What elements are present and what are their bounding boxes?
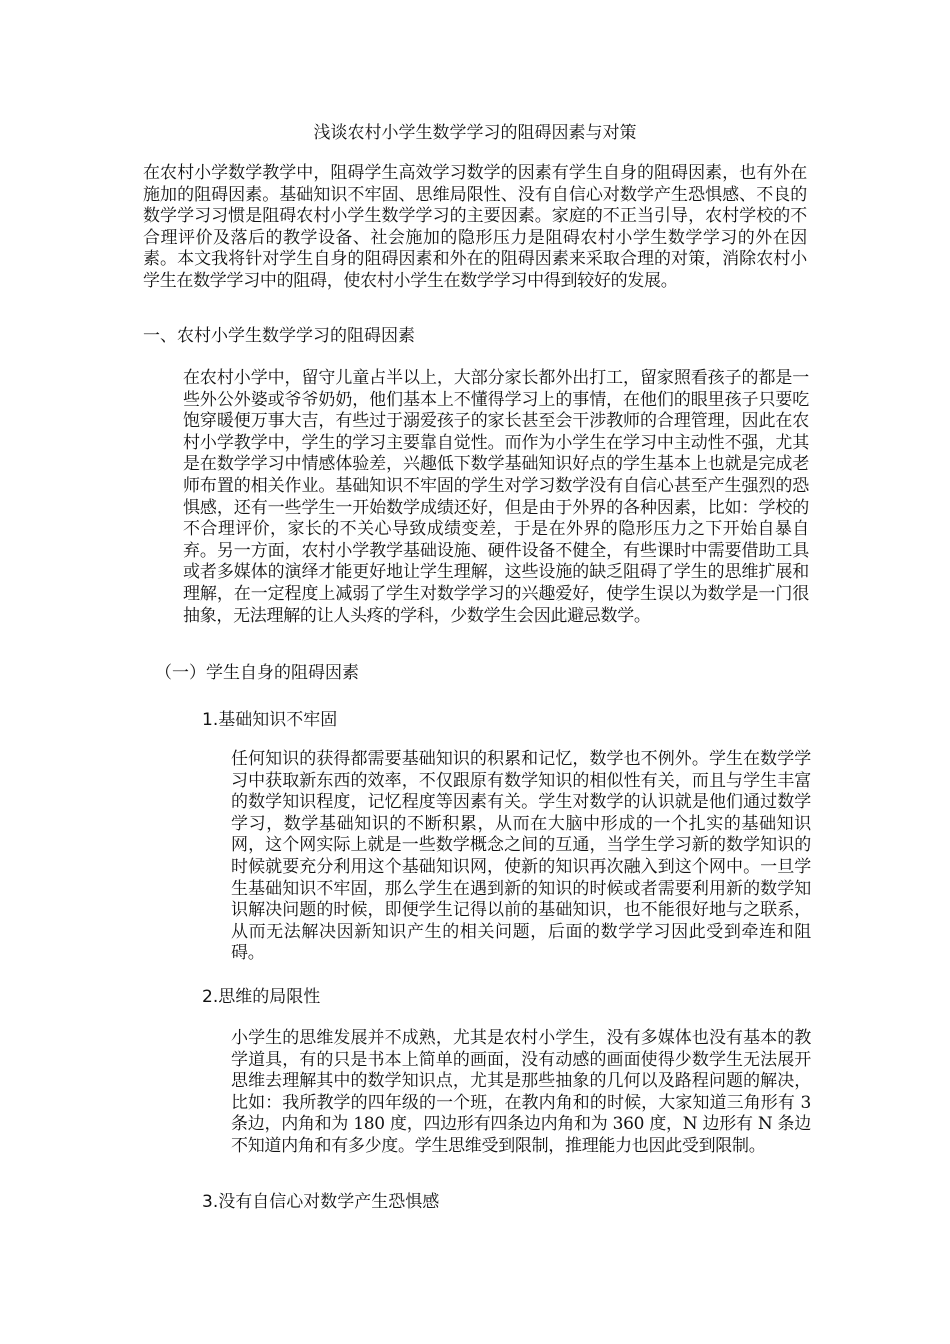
section-body-obstacles: 在农村小学中，留守儿童占半以上，大部分家长都外出打工，留家照看孩子的都是一些外公外婆或爷爷奶奶，他们基本上不懂得学习上的事情，在他们的眼里孩子只要吃饱穿暖便万事大吉，有些过于溺爱孩子的家长甚至会干涉教师的合理管理，因此在农村小学教学中，学生的学习主要靠自觉性。而作为小学生在学习中主动性不强，尤其是在数学学习中情感体验差，兴趣低下数学基础知识好点的学生基本上也就是完成老师布置的相关作业。基础知识不牢固的学生对学习数学没有自信心甚至产生强烈的恐惧感，还有一些学生一开始数学成绩还好，但是由于外界的各种因素，比如：学校的不合理评价，家长的不关心导致成绩变差，于是在外界的隐形压力之下开始自暴自弃。另一方面，农村小学教学基础设施、硬件设备不健全，有些课时中需要借助工具或者多媒体的演绎才能更好地让学生理解，这些设施的缺乏阻碍了学生的思维扩展和理解，在一定程度上减弱了学生对数学学习的兴趣爱好，使学生误以为数学是一门很抽象，无法理解的让人头疼的学科，少数学生会因此避忌数学。 <box>183 368 809 626</box>
intro-paragraph: 在农村小学数学教学中，阻碍学生高效学习数学的因素有学生自身的阻碍因素，也有外在施加的阻碍因素。基础知识不牢固、思维局限性、没有自信心对数学产生恐惧感、不良的数学学习习惯是阻碍农村小学生数学学习的主要因素。家庭的不正当引导，农村学校的不合理评价及落后的教学设备、社会施加的隐形压力是阻碍农村小学生数学学习的外在因素。本文我将针对学生自身的阻碍因素和外在的阻碍因素来采取合理的对策，消除农村小学生在数学学习中的阻碍，使农村小学生在数学学习中得到较好的发展。 <box>143 163 807 291</box>
document-title: 浅谈农村小学生数学学习的阻碍因素与对策 <box>313 123 637 143</box>
item-heading-basic-knowledge: 1.基础知识不牢固 <box>202 710 338 730</box>
section-heading-obstacles: 一、农村小学生数学学习的阻碍因素 <box>143 326 415 346</box>
item-heading-confidence: 3.没有自信心对数学产生恐惧感 <box>202 1192 440 1212</box>
item-body-basic-knowledge: 任何知识的获得都需要基础知识的积累和记忆，数学也不例外。学生在数学学习中获取新东西的效率，不仅跟原有数学知识的相似性有关，而且与学生丰富的数学知识程度，记忆程度等因素有关。学生对数学的认识就是他们通过数学学习，数学基础知识的不断积累，从而在大脑中形成的一个扎实的基础知识网，这个网实际上就是一些数学概念之间的互通，当学生学习新的数学知识的时候就要充分利用这个基础知识网，使新的知识再次融入到这个网中。一旦学生基础知识不牢固，那么学生在遇到新的知识的时候或者需要利用新的数学知识解决问题的时候，即便学生记得以前的基础知识，也不能很好地与之联系，从而无法解决因新知识产生的相关问题，后面的数学学习因此受到牵连和阻碍。 <box>231 749 811 964</box>
item-heading-thinking-limits: 2.思维的局限性 <box>202 987 321 1007</box>
subsection-heading-internal: （一）学生自身的阻碍因素 <box>155 663 359 683</box>
item-body-thinking-limits: 小学生的思维发展并不成熟，尤其是农村小学生，没有多媒体也没有基本的教学道具，有的只是书本上简单的画面，没有动感的画面使得少数学生无法展开思维去理解其中的数学知识点，尤其是那些抽象的几何以及路程问题的解决，比如：我所教学的四年级的一个班，在教内角和的时候，大家知道三角形有 3 条边，内角和为 180 度，四边形有四条边内角和为 360 度，N 边形有 N 条边不知道内角和有多少度。学生思维受到限制，推理能力也因此受到限制。 <box>231 1028 811 1156</box>
